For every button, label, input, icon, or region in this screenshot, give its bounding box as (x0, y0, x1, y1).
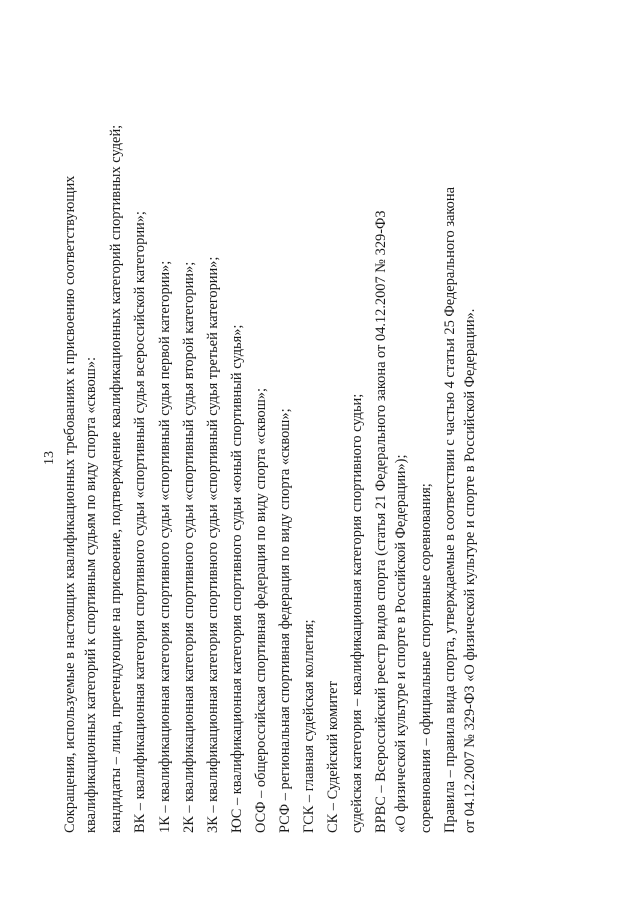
intro-line-2: квалификационных категорий к спортивным судьям по виду спорта «сквош»: (83, 356, 99, 833)
definition-vrvs-line-1: ВРВС – Всероссийский реестр видов спорта (статья 21 Федерального закона от 04.12.2007 № 329-ФЗ (373, 210, 389, 833)
page-number: 13 (42, 451, 57, 465)
definition-vrvs-line-2: «О физической культуре и спорте в Российской Федерации»); (393, 454, 409, 833)
definition-2k: 2К – квалификационная категория спортивного судьи «спортивный судья второй категории»; (181, 261, 197, 833)
definition-rsf: РСФ – региональная спортивная федерация по виду спорта «сквош»; (277, 408, 293, 833)
definition-sk: СК – Судейский комитет (325, 681, 341, 833)
intro-line-1: Сокращения, используемые в настоящих квалификационных требованиях к присвоению соответствующих (62, 175, 78, 833)
definition-candidates: кандидаты – лица, претендующие на присвоение, подтверждение квалификационных категорий спортивных судей; (108, 124, 124, 833)
definition-osf: ОСФ – общероссийская спортивная федерация по виду спорта «сквош»; (253, 388, 269, 833)
definition-ys: ЮС – квалификационная категория спортивного судьи «юный спортивный судья»; (229, 324, 245, 833)
definition-1k: 1К – квалификационная категория спортивного судьи «спортивный судья первой категории»; (157, 260, 173, 833)
definition-rules-line-2: от 04.12.2007 № 329-ФЗ «О физической культуре и спорте в Российской Федерации». (462, 308, 478, 833)
definition-competitions: соревнования – официальные спортивные соревнования; (418, 483, 434, 833)
definition-judge-category: судейская категория – квалификационная категория спортивного судьи; (349, 393, 365, 833)
definition-rules-line-1: Правила – правила вида спорта, утверждаемые в соответствии с частью 4 статьи 25 Федерального закона (442, 187, 458, 833)
definition-vk: ВК – квалификационная категория спортивного судьи «спортивный судья всероссийской категории»; (132, 211, 148, 833)
definition-3k: 3К – квалификационная категория спортивного судьи «спортивный судья третьей категории»; (205, 256, 221, 833)
definition-gsk: ГСК – главная судейская коллегия; (301, 619, 317, 833)
